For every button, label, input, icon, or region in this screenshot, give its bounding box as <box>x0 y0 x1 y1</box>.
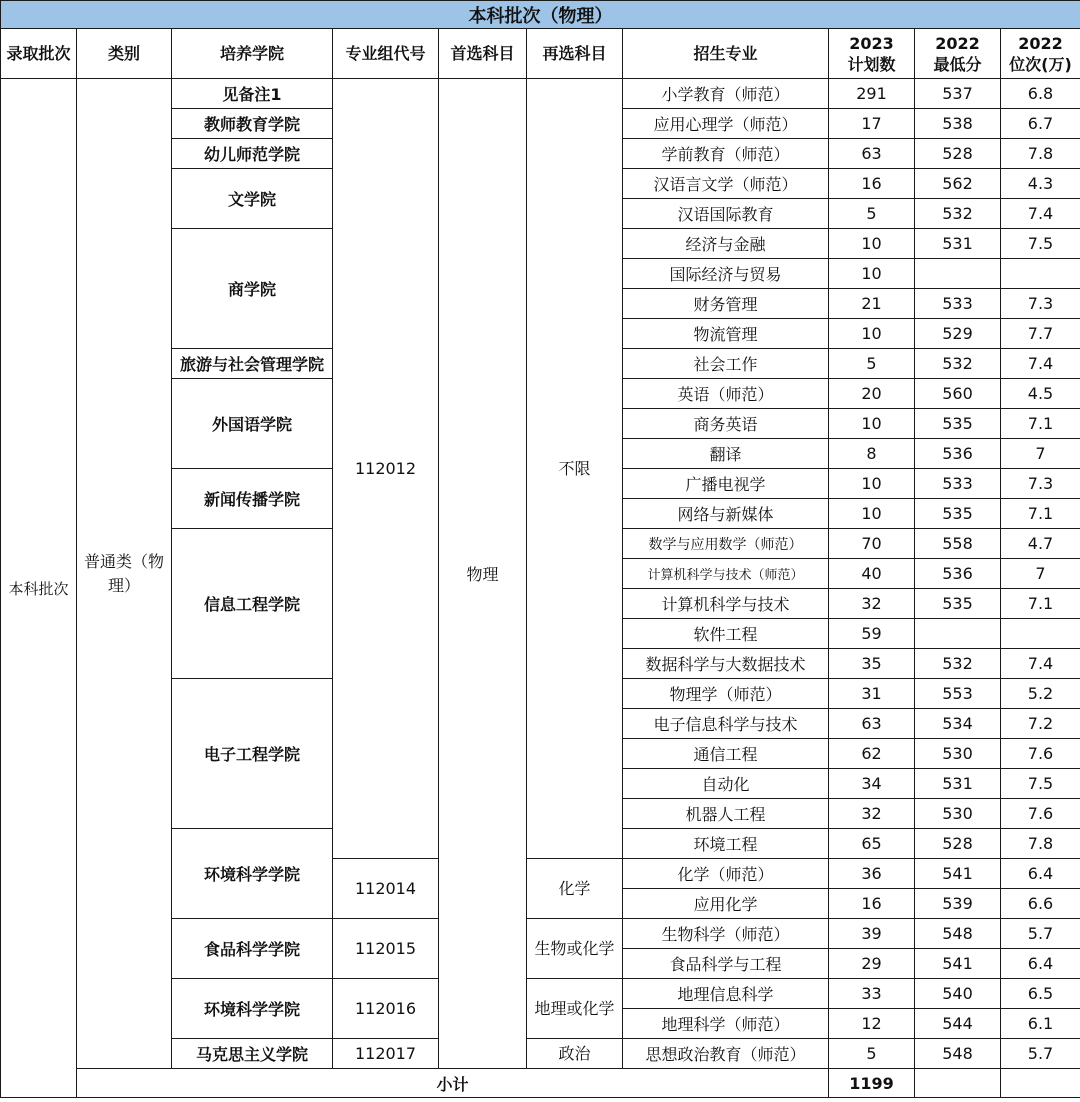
min-score-cell: 558 <box>915 529 1001 559</box>
header-second-subject: 再选科目 <box>527 29 623 79</box>
min-score-cell: 533 <box>915 469 1001 499</box>
plan-cell: 35 <box>829 649 915 679</box>
subtotal-row <box>1 1069 1080 1098</box>
plan-cell: 63 <box>829 139 915 169</box>
major-cell: 数据科学与大数据技术 <box>623 649 829 679</box>
plan-cell: 291 <box>829 79 915 109</box>
header-first-subject: 首选科目 <box>439 29 527 79</box>
plan-cell: 31 <box>829 679 915 709</box>
major-cell: 通信工程 <box>623 739 829 769</box>
rank-cell: 5.2 <box>1001 679 1080 709</box>
second-subject-cell: 生物或化学 <box>527 919 623 979</box>
rank-cell: 7.1 <box>1001 499 1080 529</box>
plan-cell: 10 <box>829 259 915 289</box>
min-score-cell: 540 <box>915 979 1001 1009</box>
subtotal-min-empty <box>915 1069 1001 1098</box>
major-cell: 物流管理 <box>623 319 829 349</box>
min-score-cell: 535 <box>915 589 1001 619</box>
subtotal-rank-empty <box>1001 1069 1080 1098</box>
major-cell: 广播电视学 <box>623 469 829 499</box>
plan-cell: 21 <box>829 289 915 319</box>
rank-cell: 5.7 <box>1001 1039 1080 1069</box>
plan-cell: 5 <box>829 349 915 379</box>
rank-cell: 7.1 <box>1001 409 1080 439</box>
rank-cell: 7 <box>1001 559 1080 589</box>
major-cell: 财务管理 <box>623 289 829 319</box>
rank-cell: 7.2 <box>1001 709 1080 739</box>
rank-cell: 5.7 <box>1001 919 1080 949</box>
header-college: 培养学院 <box>172 29 333 79</box>
second-subject-cell: 政治 <box>527 1039 623 1069</box>
major-cell: 学前教育（师范） <box>623 139 829 169</box>
major-cell: 物理学（师范） <box>623 679 829 709</box>
major-cell: 计算机科学与技术（师范） <box>623 559 829 589</box>
plan-cell: 65 <box>829 829 915 859</box>
subtotal-plan: 1199 <box>829 1069 915 1098</box>
second-subject-cell: 地理或化学 <box>527 979 623 1039</box>
major-cell: 地理科学（师范） <box>623 1009 829 1039</box>
major-cell: 自动化 <box>623 769 829 799</box>
major-cell: 翻译 <box>623 439 829 469</box>
major-cell: 商务英语 <box>623 409 829 439</box>
plan-cell: 5 <box>829 199 915 229</box>
min-score-cell <box>915 259 1001 289</box>
group-code-cell: 112015 <box>333 919 439 979</box>
first-subject-cell: 物理 <box>439 79 527 1069</box>
min-score-cell: 539 <box>915 889 1001 919</box>
major-cell: 机器人工程 <box>623 799 829 829</box>
major-cell: 计算机科学与技术 <box>623 589 829 619</box>
min-score-cell: 541 <box>915 859 1001 889</box>
plan-cell: 10 <box>829 229 915 259</box>
rank-cell: 7.8 <box>1001 829 1080 859</box>
college-cell: 教师教育学院 <box>172 109 333 139</box>
min-score-cell: 538 <box>915 109 1001 139</box>
plan-cell: 70 <box>829 529 915 559</box>
min-score-cell: 553 <box>915 679 1001 709</box>
plan-cell: 5 <box>829 1039 915 1069</box>
major-cell: 社会工作 <box>623 349 829 379</box>
min-score-cell: 537 <box>915 79 1001 109</box>
group-code-cell: 112014 <box>333 859 439 919</box>
header-plan-label: 计划数 <box>847 54 896 74</box>
plan-cell: 10 <box>829 499 915 529</box>
group-code-cell: 112012 <box>333 79 439 859</box>
rank-cell: 7.4 <box>1001 349 1080 379</box>
rank-cell: 6.4 <box>1001 949 1080 979</box>
rank-cell: 6.7 <box>1001 109 1080 139</box>
rank-cell: 7.5 <box>1001 229 1080 259</box>
min-score-cell: 562 <box>915 169 1001 199</box>
rank-cell: 7.6 <box>1001 799 1080 829</box>
major-cell: 环境工程 <box>623 829 829 859</box>
plan-cell: 29 <box>829 949 915 979</box>
plan-cell: 34 <box>829 769 915 799</box>
group-code-cell: 112016 <box>333 979 439 1039</box>
min-score-cell: 532 <box>915 649 1001 679</box>
plan-cell: 33 <box>829 979 915 1009</box>
rank-cell <box>1001 619 1080 649</box>
major-cell: 地理信息科学 <box>623 979 829 1009</box>
rank-cell: 4.3 <box>1001 169 1080 199</box>
rank-cell: 7.3 <box>1001 289 1080 319</box>
plan-cell: 32 <box>829 589 915 619</box>
plan-cell: 10 <box>829 409 915 439</box>
min-score-cell: 544 <box>915 1009 1001 1039</box>
header-rank <box>1001 29 1080 79</box>
college-cell: 文学院 <box>172 169 333 229</box>
plan-cell: 36 <box>829 859 915 889</box>
major-cell: 汉语国际教育 <box>623 199 829 229</box>
min-score-cell: 533 <box>915 289 1001 319</box>
major-cell: 小学教育（师范） <box>623 79 829 109</box>
min-score-cell: 541 <box>915 949 1001 979</box>
major-cell: 英语（师范） <box>623 379 829 409</box>
college-cell: 马克思主义学院 <box>172 1039 333 1069</box>
major-cell: 汉语言文学（师范） <box>623 169 829 199</box>
table-title: 本科批次（物理） <box>1 1 1080 29</box>
plan-cell: 17 <box>829 109 915 139</box>
college-cell: 商学院 <box>172 229 333 349</box>
major-cell: 应用心理学（师范） <box>623 109 829 139</box>
plan-cell: 63 <box>829 709 915 739</box>
header-rank-year: 2022 <box>1018 33 1063 53</box>
major-cell: 食品科学与工程 <box>623 949 829 979</box>
rank-cell: 6.8 <box>1001 79 1080 109</box>
rank-cell: 7.7 <box>1001 319 1080 349</box>
college-cell: 幼儿师范学院 <box>172 139 333 169</box>
college-cell: 外国语学院 <box>172 379 333 469</box>
second-subject-cell: 化学 <box>527 859 623 919</box>
header-min-score <box>915 29 1001 79</box>
min-score-cell: 530 <box>915 799 1001 829</box>
header-row <box>1 29 1080 79</box>
major-cell: 软件工程 <box>623 619 829 649</box>
rank-cell: 7.8 <box>1001 139 1080 169</box>
min-score-cell: 532 <box>915 199 1001 229</box>
second-subject-cell: 不限 <box>527 79 623 859</box>
plan-cell: 59 <box>829 619 915 649</box>
subtotal-label: 小计 <box>77 1069 829 1098</box>
min-score-cell: 532 <box>915 349 1001 379</box>
min-score-cell: 530 <box>915 739 1001 769</box>
plan-cell: 10 <box>829 319 915 349</box>
college-cell: 新闻传播学院 <box>172 469 333 529</box>
plan-cell: 20 <box>829 379 915 409</box>
major-cell: 经济与金融 <box>623 229 829 259</box>
rank-cell: 4.5 <box>1001 379 1080 409</box>
plan-cell: 16 <box>829 889 915 919</box>
rank-cell: 7.3 <box>1001 469 1080 499</box>
plan-cell: 40 <box>829 559 915 589</box>
rank-cell: 7 <box>1001 439 1080 469</box>
batch-cell: 本科批次 <box>1 79 77 1098</box>
header-plan-year: 2023 <box>849 33 894 53</box>
plan-cell: 62 <box>829 739 915 769</box>
plan-cell: 32 <box>829 799 915 829</box>
major-cell: 国际经济与贸易 <box>623 259 829 289</box>
college-cell: 环境科学学院 <box>172 829 333 919</box>
table-row <box>1 79 1080 109</box>
rank-cell: 6.4 <box>1001 859 1080 889</box>
min-score-cell: 529 <box>915 319 1001 349</box>
plan-cell: 12 <box>829 1009 915 1039</box>
min-score-cell: 536 <box>915 559 1001 589</box>
min-score-cell: 531 <box>915 229 1001 259</box>
college-cell: 食品科学学院 <box>172 919 333 979</box>
min-score-cell: 528 <box>915 829 1001 859</box>
min-score-cell: 548 <box>915 1039 1001 1069</box>
min-score-cell: 528 <box>915 139 1001 169</box>
college-cell: 旅游与社会管理学院 <box>172 349 333 379</box>
rank-cell <box>1001 259 1080 289</box>
major-cell: 网络与新媒体 <box>623 499 829 529</box>
header-category: 类别 <box>77 29 172 79</box>
major-cell: 电子信息科学与技术 <box>623 709 829 739</box>
rank-cell: 7.4 <box>1001 649 1080 679</box>
header-min-label: 最低分 <box>933 54 982 74</box>
header-min-year: 2022 <box>935 33 980 53</box>
min-score-cell: 536 <box>915 439 1001 469</box>
rank-cell: 6.6 <box>1001 889 1080 919</box>
major-cell: 化学（师范） <box>623 859 829 889</box>
min-score-cell: 560 <box>915 379 1001 409</box>
min-score-cell <box>915 619 1001 649</box>
plan-cell: 16 <box>829 169 915 199</box>
header-rank-label: 位次(万) <box>1009 54 1072 74</box>
rank-cell: 7.6 <box>1001 739 1080 769</box>
min-score-cell: 535 <box>915 499 1001 529</box>
category-cell: 普通类（物理） <box>77 79 172 1069</box>
major-cell: 思想政治教育（师范） <box>623 1039 829 1069</box>
college-cell: 信息工程学院 <box>172 529 333 679</box>
rank-cell: 4.7 <box>1001 529 1080 559</box>
rank-cell: 6.1 <box>1001 1009 1080 1039</box>
plan-cell: 10 <box>829 469 915 499</box>
plan-cell: 39 <box>829 919 915 949</box>
plan-cell: 8 <box>829 439 915 469</box>
major-cell: 应用化学 <box>623 889 829 919</box>
min-score-cell: 534 <box>915 709 1001 739</box>
college-cell: 见备注1 <box>172 79 333 109</box>
header-plan <box>829 29 915 79</box>
college-cell: 环境科学学院 <box>172 979 333 1039</box>
rank-cell: 6.5 <box>1001 979 1080 1009</box>
header-major: 招生专业 <box>623 29 829 79</box>
rank-cell: 7.1 <box>1001 589 1080 619</box>
header-group-code: 专业组代号 <box>333 29 439 79</box>
major-cell: 生物科学（师范） <box>623 919 829 949</box>
min-score-cell: 548 <box>915 919 1001 949</box>
college-cell: 电子工程学院 <box>172 679 333 829</box>
group-code-cell: 112017 <box>333 1039 439 1069</box>
major-cell: 数学与应用数学（师范） <box>623 529 829 559</box>
rank-cell: 7.4 <box>1001 199 1080 229</box>
min-score-cell: 531 <box>915 769 1001 799</box>
min-score-cell: 535 <box>915 409 1001 439</box>
rank-cell: 7.5 <box>1001 769 1080 799</box>
header-batch: 录取批次 <box>1 29 77 79</box>
